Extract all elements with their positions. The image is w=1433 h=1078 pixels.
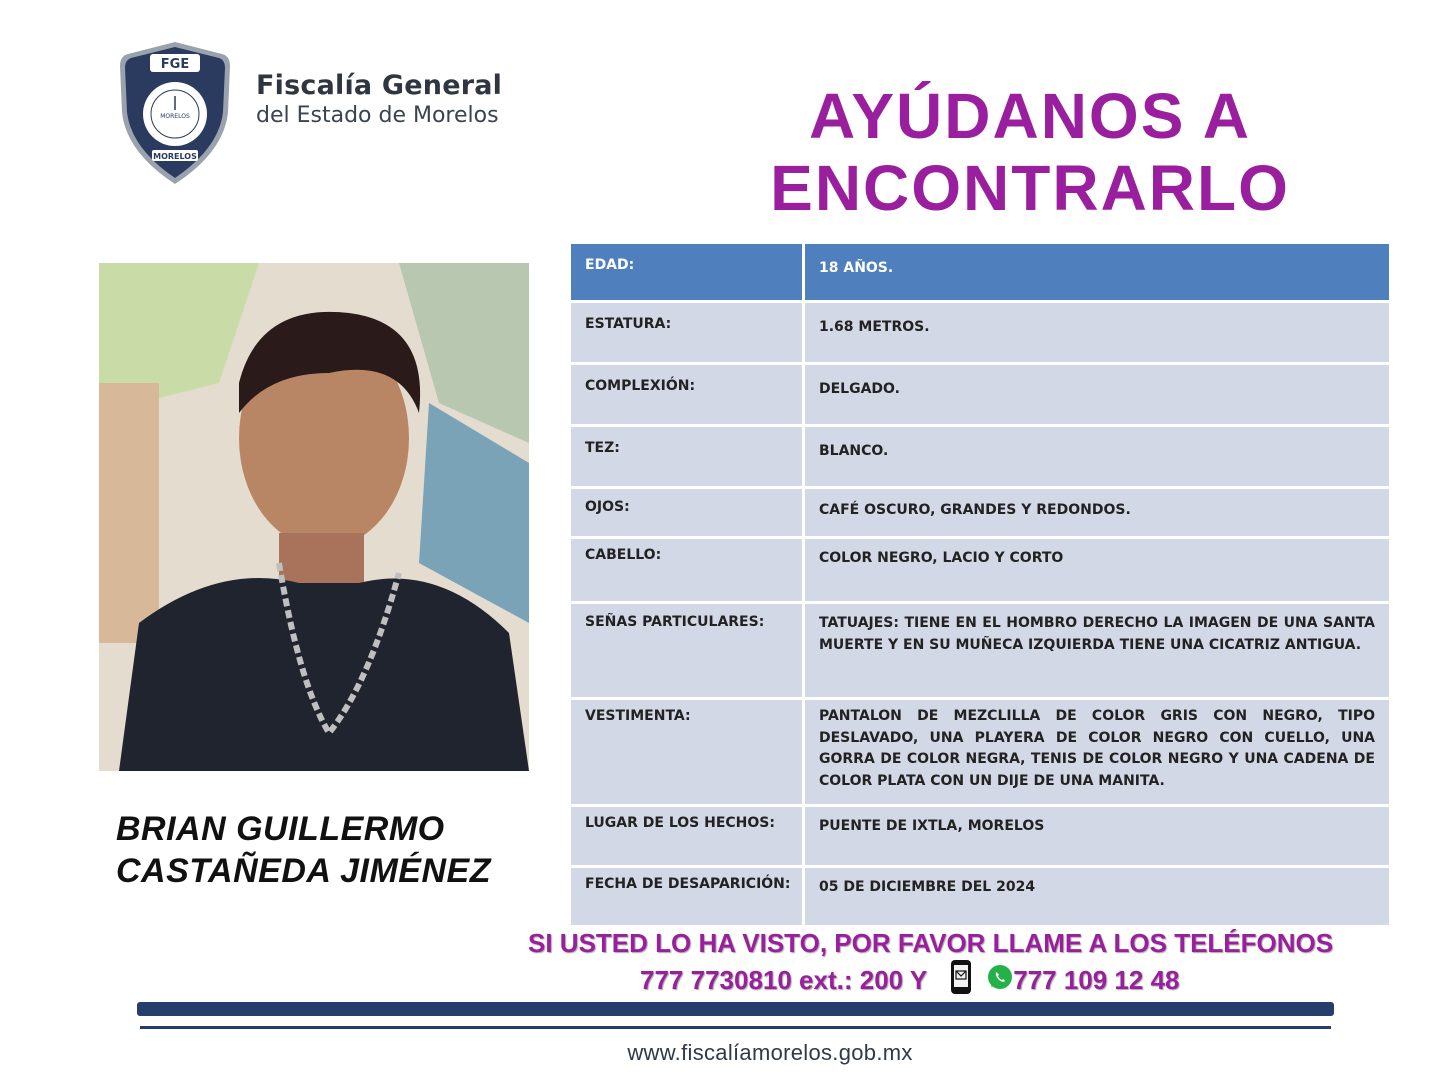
- value-marks: TATUAJES: TIENE EN EL HOMBRO DERECHO LA IMAGEN DE UNA SANTA MUERTE Y EN SU MUÑECA IZQUIERDA TIENE UNA CICATRIZ ANTIGUA.: [819, 615, 1375, 653]
- organization-name: [256, 70, 502, 128]
- label-marks: SEÑAS PARTICULARES:: [571, 604, 805, 697]
- website-link[interactable]: www.fiscalíamorelos.gob.mx: [627, 1040, 913, 1065]
- label-clothing: VESTIMENTA:: [571, 700, 805, 804]
- value-height: 1.68 METROS.: [819, 319, 930, 335]
- headline-line1: AYÚDANOS A: [809, 80, 1251, 152]
- whatsapp-icon: [987, 964, 1013, 997]
- value-eyes: CAFÉ OSCURO, GRANDES Y REDONDOS.: [819, 502, 1131, 518]
- table-row-clothing: [571, 700, 1389, 807]
- details-table: [571, 244, 1389, 925]
- table-row-build: [571, 365, 1389, 427]
- phone-icon: [949, 959, 973, 1002]
- organization-name-line2: del Estado de Morelos: [256, 103, 499, 128]
- logo-badge-text: FGE: [160, 57, 190, 72]
- person-name-line1: BRIAN GUILLERMO: [116, 810, 445, 848]
- headline: [730, 80, 1330, 224]
- value-age: 18 AÑOS.: [819, 260, 894, 276]
- footer-divider-thin: [140, 1026, 1331, 1029]
- value-date: 05 DE DICIEMBRE DEL 2024: [819, 879, 1036, 895]
- label-date: FECHA DE DESAPARICIÓN:: [571, 868, 805, 925]
- label-place: LUGAR DE LOS HECHOS:: [571, 807, 805, 865]
- table-row-marks: [571, 604, 1389, 700]
- fge-logo: [118, 40, 232, 186]
- call-to-action: SI USTED LO HA VISTO, POR FAVOR LLAME A LOS TELÉFONOS: [528, 928, 1334, 958]
- person-name: [116, 808, 491, 892]
- logo-center-text: MORELOS: [160, 113, 190, 120]
- label-complexion: TEZ:: [571, 427, 805, 486]
- missing-person-photo: [99, 263, 529, 771]
- phone-number-1: 777 7730810 ext.: 200 Y: [640, 964, 928, 995]
- value-build: DELGADO.: [819, 381, 900, 397]
- label-hair: CABELLO:: [571, 539, 805, 601]
- footer-divider-thick: [137, 1002, 1334, 1016]
- value-complexion: BLANCO.: [819, 443, 889, 459]
- label-eyes: OJOS:: [571, 489, 805, 536]
- label-height: ESTATURA:: [571, 303, 805, 362]
- label-age: EDAD:: [571, 244, 805, 300]
- table-row-complexion: [571, 427, 1389, 489]
- phone-number-2: 777 109 12 48: [1013, 964, 1180, 995]
- table-row-height: [571, 303, 1389, 365]
- table-row-hair: [571, 539, 1389, 604]
- value-hair: COLOR NEGRO, LACIO Y CORTO: [819, 550, 1064, 566]
- table-row-eyes: [571, 489, 1389, 539]
- organization-name-line1: Fiscalía General: [256, 70, 503, 101]
- table-row-age: [571, 244, 1389, 303]
- table-row-date: [571, 868, 1389, 925]
- headline-line2: ENCONTRARLO: [770, 152, 1290, 224]
- logo-banner-text: MORELOS: [153, 152, 197, 161]
- person-name-line2: CASTAÑEDA JIMÉNEZ: [116, 852, 491, 890]
- table-row-place: [571, 807, 1389, 868]
- label-build: COMPLEXIÓN:: [571, 365, 805, 424]
- phone-numbers: [640, 962, 1180, 998]
- value-place: PUENTE DE IXTLA, MORELOS: [819, 818, 1045, 834]
- value-clothing: PANTALON DE MEZCLILLA DE COLOR GRIS CON NEGRO, TIPO DESLAVADO, UNA PLAYERA DE COLOR NEGRO CON CUELLO, UNA GORRA DE COLOR NEGRA, TENIS DE COLOR NEGRO Y UNA CADENA DE COLOR PLATA CON UN DIJE DE UNA MANITA.: [819, 708, 1375, 789]
